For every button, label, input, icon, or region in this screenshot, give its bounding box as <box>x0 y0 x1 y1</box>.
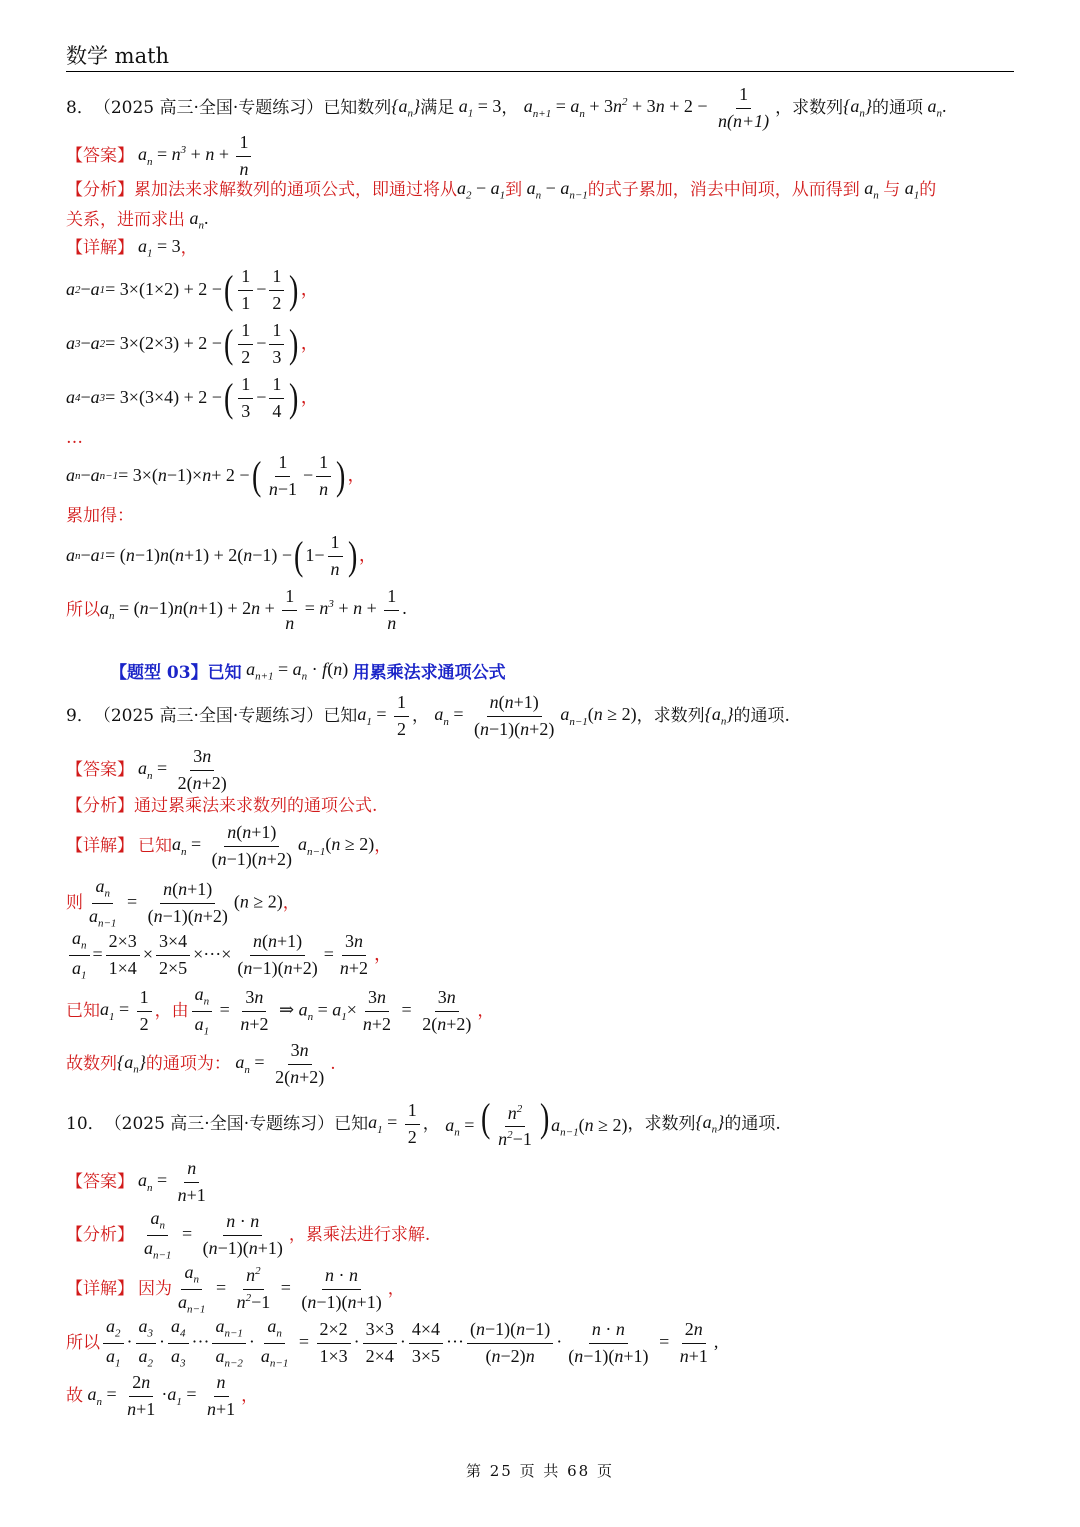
q8-sum-label: 累加得： <box>66 506 134 526</box>
q10-recurrence-formula: $a_n$ = ( $\frac{n^2}{n^2-1}$ ) $a_{n-1}(n \ge 2)$ <box>445 1095 628 1150</box>
q10-detail-3: 故 $a_n$ = $\frac{2n}{n+1}$ $\cdot a_1$ = $\frac{n}{n+1}$ ， <box>66 1372 259 1419</box>
q9-then: 则 <box>66 893 83 914</box>
q9-detail-4: 已知 $a_1$ = $\frac{1}{2}$ ，由 $\frac{a_n}{a_1}$ = $\frac{3n}{n+2}$ ⇒ $a_n = a_1\times$ $\frac{3n}{n+2}$ = $\frac{3n}{2(n+2)}$ ， <box>66 984 495 1038</box>
q9-analysis-tag: 【分析】 <box>66 796 134 816</box>
q8-detail-start: 【详解】 $a_1 = 3$ ， <box>66 236 198 260</box>
q9-seq-formula: $\{a_n\}$ <box>704 703 734 728</box>
section-title-a: 【题型 03】已知 <box>110 663 242 683</box>
q9-stem-b: ，求数列 <box>636 705 705 726</box>
q10-stem-c: 的通项. <box>724 1114 781 1135</box>
q8-ellipsis: … <box>66 428 83 448</box>
q9-conclusion-seq: $\{a_n\}$ <box>117 1051 146 1076</box>
q8-analysis-text-d: 与 <box>883 180 901 201</box>
q10-answer-formula: $a_n$ = $\frac{n}{n+1}$ <box>138 1158 206 1205</box>
q10-number: 10． <box>66 1114 105 1135</box>
q9-detail-tag: 【详解】 <box>66 835 134 856</box>
q10-detail-formula-1: $\frac{a_n}{a_{n-1}}$ = $\frac{n^2}{n^2-1}$ = $\frac{n \cdot n}{(n-1)(n+1)}$ <box>178 1262 382 1316</box>
q8-number: 8． <box>66 97 94 118</box>
q9-detail-formula-1: $a_n$ = $\frac{n(n+1)}{(n-1)(n+2)}$ $a_{n-1}(n \ge 2)$ <box>172 822 375 869</box>
q8-analysis-formula-2: $a_n - a_{n-1}$ <box>522 178 588 202</box>
q8-stem-d: 的通项 <box>872 97 924 118</box>
q10-source: （2025 高三·全国·专题练习） <box>104 1114 335 1135</box>
q9-detail-formula-4a: $a_1$ = $\frac{1}{2}$ <box>100 987 155 1035</box>
q8-eq-n: a n − a n−1 = 3×( n −1)× n + 2 − ( $\frac{1}{n-1}$ − $\frac{1}{n}$ ) ， <box>66 452 366 499</box>
q8-seq-formula-2: $\{a_n\}$ <box>843 95 873 120</box>
q9-detail-a: 已知 <box>138 835 172 856</box>
q10-stem-a: 已知 <box>334 1114 369 1135</box>
q8-analysis-formula-5: $a_n$. <box>185 208 209 232</box>
q8-eq-3: a 4 − a 3 = 3×(3×4) + 2 − ( $\frac{1}{3}$ − $\frac{1}{4}$ ) ， <box>66 374 319 421</box>
q8-a1-formula: $a_1 = 3$ <box>454 95 502 120</box>
q9-stem-a: 已知 <box>323 705 358 726</box>
q9-stem-c: 的通项. <box>733 705 790 726</box>
q8-analysis-text-b: 到 <box>505 180 523 201</box>
q9-detail-formula-4b: $\frac{a_n}{a_1}$ = $\frac{3n}{n+2}$ ⇒ $a_n = a_1\times$ $\frac{3n}{n+2}$ = $\frac{3n}{2(n+2)}$ <box>189 984 478 1039</box>
q8-detail-a1: $a_1 = 3$ <box>138 236 181 260</box>
q8-so-label: 所以 <box>66 599 100 620</box>
q10-answer-tag: 【答案】 <box>66 1171 134 1192</box>
q9-conclusion-b: 的通项为： <box>145 1053 231 1074</box>
q8-analysis-formula-3: $a_n$ <box>859 178 879 202</box>
q8-analysis-text-e: 的 <box>919 180 937 201</box>
q9-detail-2: 则 $\frac{a_n}{a_{n-1}}$ = $\frac{n(n+1)}{(n-1)(n+2)}$ (n ≥ 2) ， <box>66 876 300 930</box>
q9-stem: 9． （2025 高三·全国·专题练习） 已知 $a_1$ = $\frac{1}{2}$ ， $a_n$ = $\frac{n(n+1)}{(n-1)(n+2)}$ $a_{n-1}(n \ge 2)$ ，求数列 $\{a_n\}$ 的通项. <box>66 692 790 739</box>
q9-analysis <box>66 796 377 816</box>
q8-stem-a: 已知数列 <box>323 97 392 118</box>
q9-conclusion-a: 故数列 <box>66 1053 117 1074</box>
section-heading <box>110 658 506 683</box>
q10-so: 所以 <box>66 1333 100 1354</box>
q10-analysis <box>66 1208 430 1263</box>
q9-number: 9． <box>66 705 94 726</box>
q9-detail-3: $\frac{a_n}{a_1}$ = $\frac{2\times 3}{1\times 4}$ × $\frac{3\times 4}{2\times 5}$ ×···× $\frac{n(n+1)}{(n-1)(n+2)}$ = $\frac{3n}{n+2}$ ， <box>66 928 392 983</box>
q8-an-formula: $a_n$. <box>923 95 947 120</box>
q8-analysis-tag: 【分析】 <box>66 180 134 201</box>
q10-because: 因为 <box>138 1279 172 1300</box>
q10-detail-1: 【详解】 因为 $\frac{a_n}{a_{n-1}}$ = $\frac{n^2}{n^2-1}$ = $\frac{n \cdot n}{(n-1)(n+1)}$ ， <box>66 1262 405 1316</box>
q10-detail-formula-3: $a_n$ = $\frac{2n}{n+1}$ $\cdot a_1$ = $\frac{n}{n+1}$ <box>83 1372 236 1419</box>
q8-analysis-line2 <box>66 208 209 233</box>
header-rule <box>66 71 1014 72</box>
page-header: 数学 math <box>66 44 170 68</box>
q8-final-formula: $a_n = (n-1)n(n+1) + 2n$ + $\frac{1}{n}$ = $n^3 + n$ + $\frac{1}{n}$ . <box>100 586 407 633</box>
q8-stem: 8． （2025 高三·全国·专题练习） 已知数列 $\{a_n\}$ 满足 $a_1 = 3$ ， $a_{n+1} = a_n + 3n^2 + 3n + 2$ − $\frac{1}{n(n+1)}$ ，求数列 $\{a_n\}$ 的通项 $a_n$. <box>66 84 947 131</box>
q8-recurrence-formula: $a_{n+1} = a_n + 3n^2 + 3n + 2$ − $\frac{1}{n(n+1)}$ <box>523 84 770 131</box>
q9-answer <box>66 746 233 794</box>
q10-stem-b: ，求数列 <box>627 1114 696 1135</box>
q10-hence: 故 <box>66 1385 83 1406</box>
q9-a1-formula: $a_1$ = $\frac{1}{2}$ <box>357 692 412 740</box>
page-footer: 第 25 页 共 68 页 <box>465 1462 614 1480</box>
q10-seq-formula: $\{a_n\}$ <box>695 1112 725 1136</box>
q8-source: （2025 高三·全国·专题练习） <box>93 97 324 118</box>
q9-detail-1: 【详解】 已知 $a_n$ = $\frac{n(n+1)}{(n-1)(n+2)}$ $a_{n-1}(n \ge 2)$ ， <box>66 822 392 869</box>
q8-answer <box>66 132 254 180</box>
q9-conclusion-formula: $a_n$ = $\frac{3n}{2(n+2)}$ <box>230 1040 325 1087</box>
q8-analysis-line1 <box>66 178 936 203</box>
q10-analysis-formula: $\frac{a_n}{a_{n-1}}$ = $\frac{n \cdot n}{(n-1)(n+1)}$ <box>144 1208 283 1262</box>
q8-final <box>66 586 407 634</box>
q9-known: 已知 <box>66 1001 100 1022</box>
q8-stem-b: 满足 <box>420 97 455 118</box>
q9-analysis-text: 通过累乘法来求数列的通项公式. <box>134 796 378 816</box>
q9-answer-formula: $a_n$ = $\frac{3n}{2(n+2)}$ <box>138 746 227 793</box>
q10-a1-formula: $a_1$ = $\frac{1}{2}$ <box>368 1100 423 1148</box>
q10-detail-formula-2: $\frac{a_2}{a_1}$ · $\frac{a_3}{a_2}$ · $\frac{a_4}{a_3}$ ··· $\frac{a_{n-1}}{a_{n-2}}$ · $\frac{a_n}{a_{n-1}}$ = $\frac{2\times 2}{1\times 3}$ · $\frac{3\times 3}{2\times 4}$ · $\frac{4\times 4}{3\times 5}$ ··· $\frac{(n-1)(n-1)}{(n-2)n}$ · $\frac{n \cdot n}{(n-1)(n+1)}$ = $\frac{2n}{n+1}$ , <box>100 1316 718 1371</box>
q9-source: （2025 高三·全国·专题练习） <box>93 705 324 726</box>
q9-by: ，由 <box>154 1001 189 1022</box>
q8-analysis-text-c: 的式子累加，消去中间项，从而得到 <box>587 180 860 201</box>
q8-seq-formula: $\{a_n\}$ <box>391 95 421 120</box>
q8-analysis-formula-1: $a_2 - a_1$ <box>457 178 506 202</box>
q9-detail-formula-2: $\frac{a_n}{a_{n-1}}$ = $\frac{n(n+1)}{(n-1)(n+2)}$ (n ≥ 2) <box>89 876 283 930</box>
q8-analysis-text-f: 关系，进而求出 <box>66 210 185 231</box>
q9-recurrence-formula: $a_n$ = $\frac{n(n+1)}{(n-1)(n+2)}$ $a_{n-1}(n \ge 2)$ <box>434 692 637 739</box>
q10-detail-tag: 【详解】 <box>66 1279 134 1300</box>
q8-sum-eq: a n − a 1 = ( n −1) n ( n +1) + 2( n −1) − ( 1− $\frac{1}{n}$ ) ， <box>66 532 377 579</box>
q8-analysis-formula-4: $a_1$ <box>900 178 920 202</box>
q8-eq-2: a 3 − a 2 = 3×(2×3) + 2 − ( $\frac{1}{2}$ − $\frac{1}{3}$ ) ， <box>66 320 319 367</box>
section-title-b: 用累乘法求通项公式 <box>352 663 506 683</box>
q8-stem-c: ，求数列 <box>775 97 844 118</box>
q8-answer-tag: 【答案】 <box>66 145 134 166</box>
q10-analysis-tag: 【分析】 <box>66 1225 134 1246</box>
q8-detail-tag: 【详解】 <box>66 238 134 259</box>
q8-eq-1: a 2 − a 1 = 3×(1×2) + 2 − ( $\frac{1}{1}$ − $\frac{1}{2}$ ) ， <box>66 266 319 313</box>
q10-detail-2 <box>66 1316 718 1371</box>
q8-answer-formula: $a_n = n^3 + n$ + $\frac{1}{n}$ <box>138 132 254 180</box>
q9-conclusion: 故数列 $\{a_n\}$ 的通项为： $a_n$ = $\frac{3n}{2(n+2)}$ . <box>66 1040 336 1087</box>
q10-analysis-text: ，累乘法进行求解. <box>288 1225 431 1246</box>
q9-answer-tag: 【答案】 <box>66 759 134 780</box>
q10-answer <box>66 1158 212 1206</box>
q10-stem: 10． （2025 高三·全国·专题练习） 已知 $a_1$ = $\frac{1}{2}$ ， $a_n$ = ( $\frac{n^2}{n^2-1}$ ) $a_{n-1}(n \ge 2)$ ，求数列 $\{a_n\}$ 的通项. <box>66 1095 781 1150</box>
section-formula: $a_{n+1} = a_n \cdot f(n)$ <box>241 658 349 683</box>
q8-analysis-text-a: 累加法来求解数列的通项公式，即通过将从 <box>134 180 457 201</box>
